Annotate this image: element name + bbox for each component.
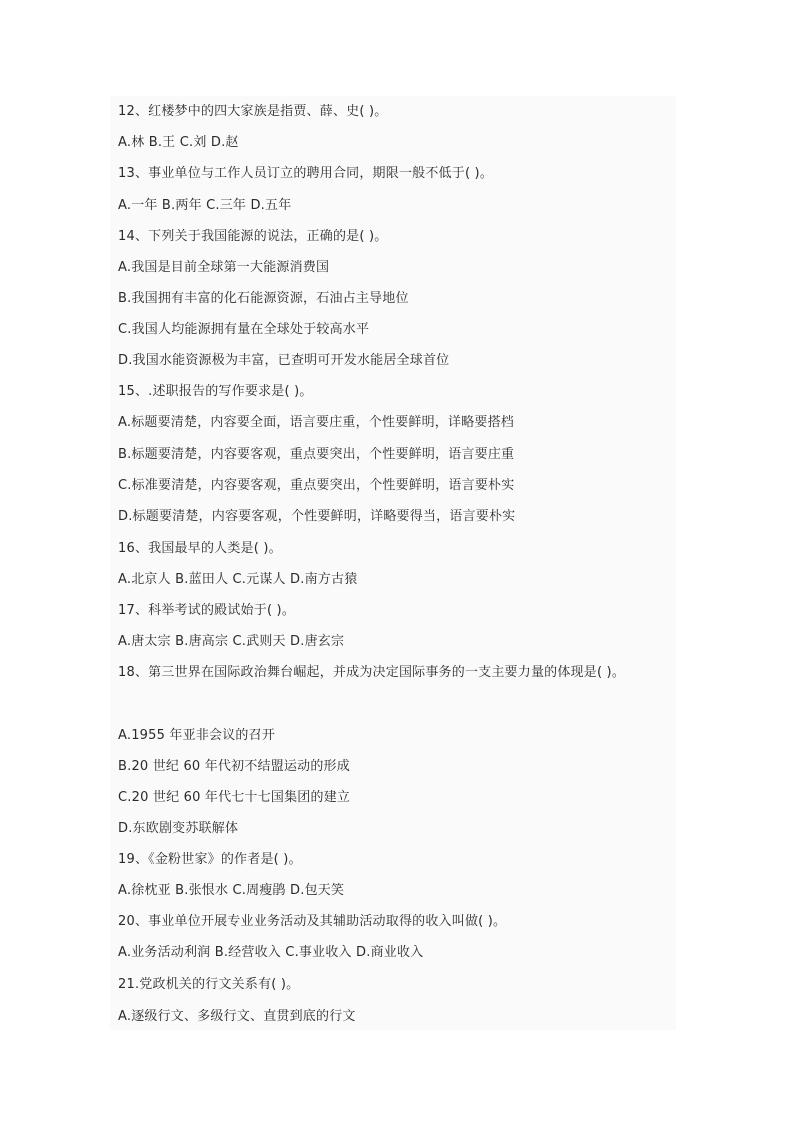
question-18-stem: 18、第三世界在国际政治舞台崛起，并成为决定国际事务的一支主要力量的体现是( )。 [118, 665, 626, 680]
question-13-options: A.一年 B.两年 C.三年 D.五年 [118, 198, 292, 213]
question-16-stem: 16、我国最早的人类是( )。 [118, 541, 282, 556]
question-17-options: A.唐太宗 B.唐高宗 C.武则天 D.唐玄宗 [118, 634, 345, 649]
question-13-stem: 13、事业单位与工作人员订立的聘用合同，期限一般不低于( )。 [118, 166, 494, 181]
question-14-option-b: B.我国拥有丰富的化石能源资源，石油占主导地位 [118, 291, 409, 306]
question-16-options: A.北京人 B.蓝田人 C.元谋人 D.南方古猿 [118, 572, 358, 587]
question-18-option-c: C.20 世纪 60 年代七十七国集团的建立 [118, 790, 351, 805]
question-21-stem: 21.党政机关的行文关系有( )。 [118, 977, 300, 992]
question-21-option-a: A.逐级行文、多级行文、直贯到底的行文 [118, 1009, 356, 1024]
question-15-stem: 15、.述职报告的写作要求是( )。 [118, 384, 313, 399]
question-19-options: A.徐枕亚 B.张恨水 C.周瘦鹃 D.包天笑 [118, 883, 345, 898]
question-15-option-b: B.标题要清楚，内容要客观，重点要突出，个性要鲜明，语言要庄重 [118, 447, 515, 462]
question-12-options: A.林 B.王 C.刘 D.赵 [118, 135, 239, 150]
question-18-option-b: B.20 世纪 60 年代初不结盟运动的形成 [118, 759, 350, 774]
question-15-option-c: C.标准要清楚，内容要客观，重点要突出，个性要鲜明，语言要朴实 [118, 478, 515, 493]
question-15-option-d: D.标题要清楚，内容要客观，个性要鲜明，详略要得当，语言要朴实 [118, 509, 516, 524]
question-20-stem: 20、事业单位开展专业业务活动及其辅助活动取得的收入叫做( )。 [118, 914, 507, 929]
question-18-option-a: A.1955 年亚非会议的召开 [118, 728, 276, 743]
question-14-option-d: D.我国水能资源极为丰富，已查明可开发水能居全球首位 [118, 353, 450, 368]
question-15-option-a: A.标题要清楚，内容要全面，语言要庄重，个性要鲜明，详略要搭档 [118, 415, 514, 430]
question-14-stem: 14、下列关于我国能源的说法，正确的是( )。 [118, 229, 388, 244]
question-14-option-c: C.我国人均能源拥有量在全球处于较高水平 [118, 322, 370, 337]
question-17-stem: 17、科举考试的殿试始于( )。 [118, 603, 296, 618]
question-20-options: A.业务活动利润 B.经营收入 C.事业收入 D.商业收入 [118, 945, 424, 960]
question-12-stem: 12、红楼梦中的四大家族是指贾、薛、史( )。 [118, 104, 388, 119]
question-19-stem: 19、《金粉世家》的作者是( )。 [118, 852, 302, 867]
question-14-option-a: A.我国是目前全球第一大能源消费国 [118, 260, 330, 275]
question-18-option-d: D.东欧剧变苏联解体 [118, 821, 239, 836]
